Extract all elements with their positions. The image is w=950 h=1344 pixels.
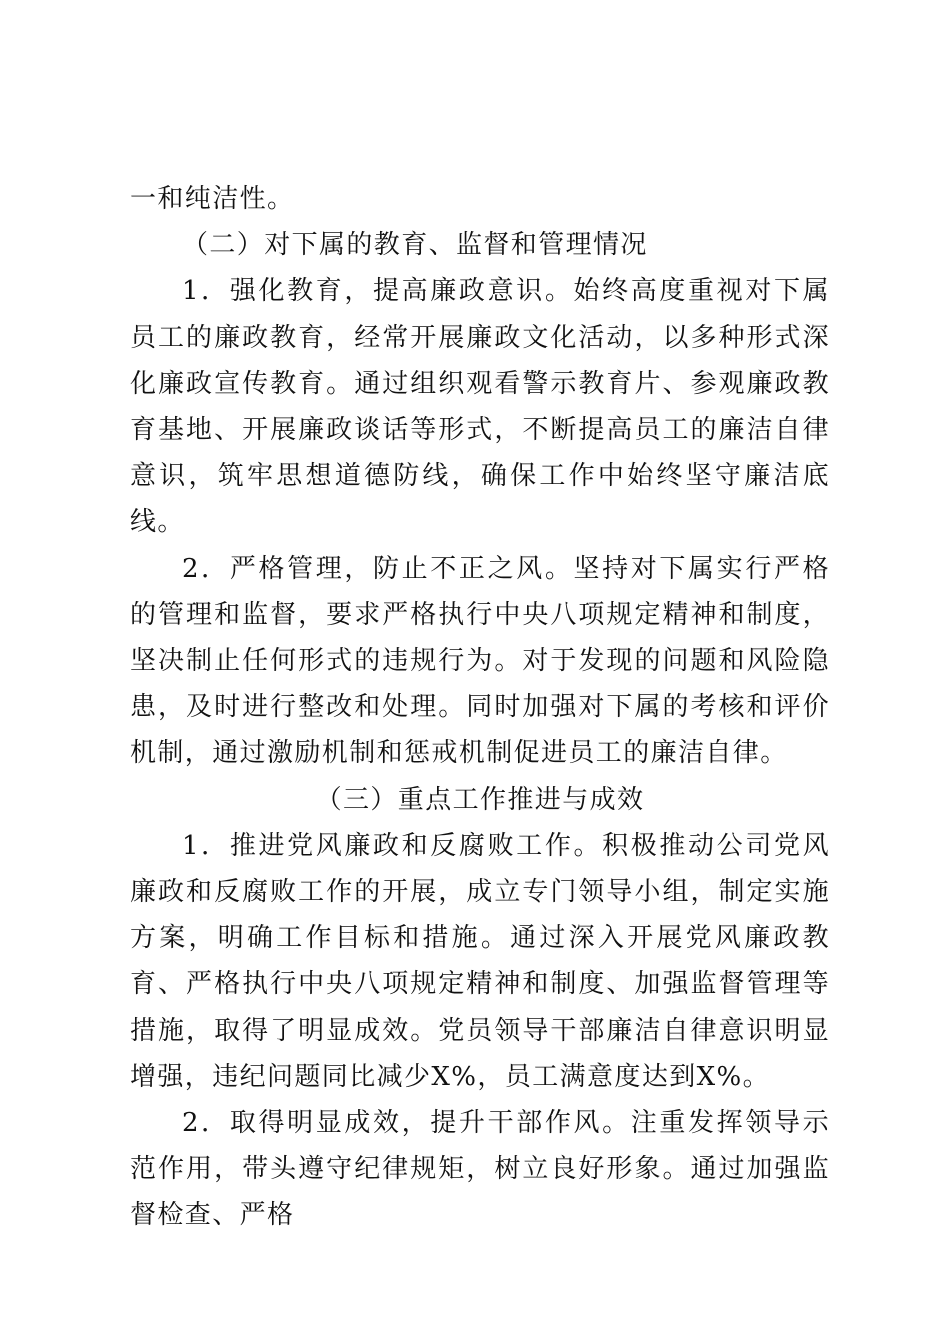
paragraph-education: 1．强化教育，提高廉政意识。始终高度重视对下属员工的廉政教育，经常开展廉政文化活动，以多种形式深化廉政宣传教育。通过组织观看警示教育片、参观廉政教育基地、开展廉政谈话等形式，不断提高员工的廉洁自律意识，筑牢思想道德防线，确保工作中始终坚守廉洁底线。 [130,276,830,538]
paragraph-anticorruption: 1．推进党风廉政和反腐败工作。积极推动公司党风廉政和反腐败工作的开展，成立专门领导小组，制定实施方案，明确工作目标和措施。通过深入开展党风廉政教育、严格执行中央八项规定精神和制度、加强监督管理等措施，取得了明显成效。党员领导干部廉洁自律意识明显增强，违纪问题同比减少X%，员工满意度达到X%。 [130,830,830,1092]
document-body [130,176,830,1239]
section-heading-3: （三）重点工作推进与成效 [315,784,645,815]
paragraph-management: 2．严格管理，防止不正之风。坚持对下属实行严格的管理和监督，要求严格执行中央八项规定精神和制度，坚决制止任何形式的违规行为。对于发现的问题和风险隐患，及时进行整改和处理。同时加强对下属的考核和评价机制，通过激励机制和惩戒机制促进员工的廉洁自律。 [130,553,830,769]
section-heading-2: （二）对下属的教育、监督和管理情况 [182,230,648,261]
paragraph-continuation: 一和纯洁性。 [130,184,295,214]
paragraph-results: 2．取得明显成效，提升干部作风。注重发挥领导示范作用，带头遵守纪律规矩，树立良好形象。通过加强监督检查、严格 [130,1108,830,1231]
